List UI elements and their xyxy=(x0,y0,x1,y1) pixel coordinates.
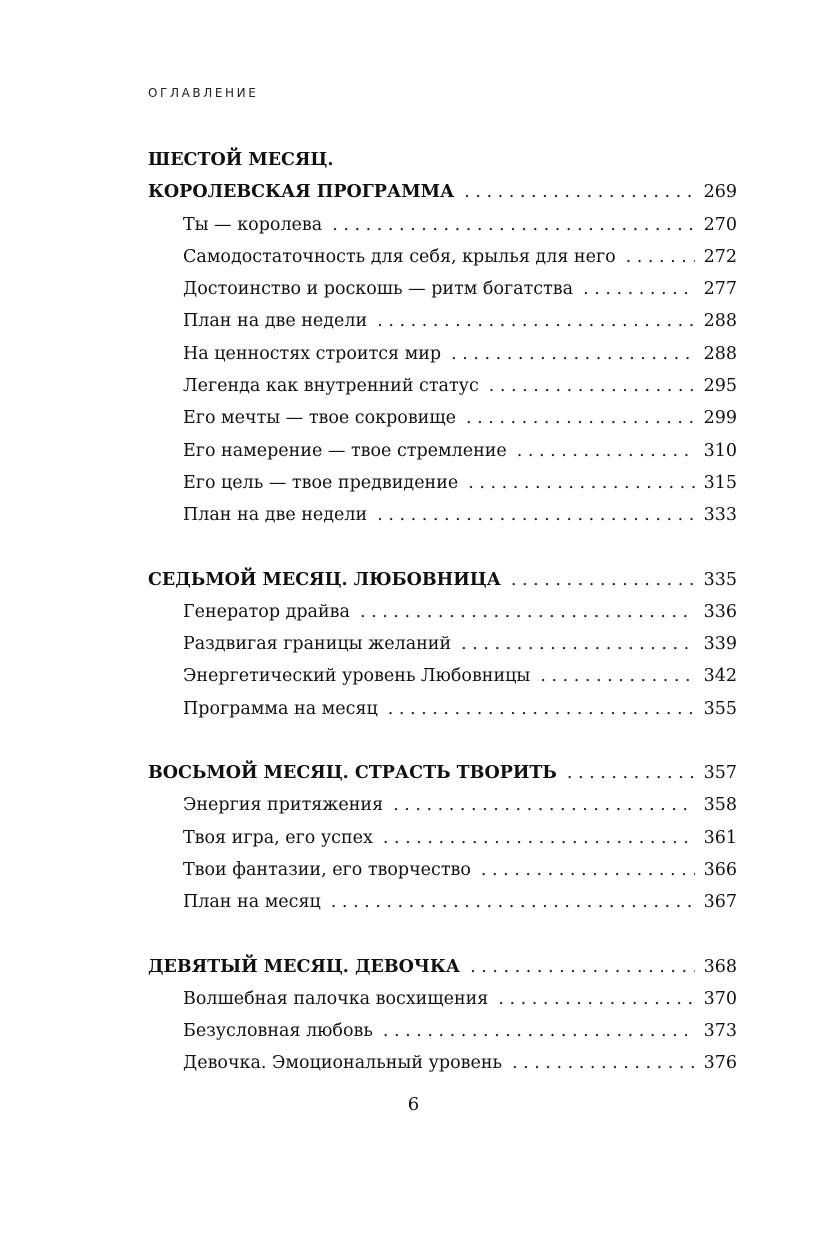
entry-title: Самодостаточность для себя, крылья для него xyxy=(183,246,616,267)
chapter-entry[interactable] xyxy=(148,757,737,789)
toc-entry[interactable] xyxy=(148,209,737,241)
entry-title: Его мечты — твое сокровище xyxy=(183,408,456,429)
page-number: 272 xyxy=(703,246,737,267)
chapter-title: КОРОЛЕВСКАЯ ПРОГРАММА xyxy=(148,182,455,203)
dot-leader xyxy=(511,564,695,596)
toc-entry[interactable] xyxy=(148,402,737,434)
dot-leader xyxy=(468,467,695,499)
toc-entry[interactable] xyxy=(148,467,737,499)
entry-title: Безусловная любовь xyxy=(183,1021,373,1042)
page-number: 335 xyxy=(703,569,737,590)
page-number: 358 xyxy=(703,795,737,816)
toc-entry[interactable] xyxy=(148,628,737,660)
dot-leader xyxy=(388,693,695,725)
page-number: 333 xyxy=(703,505,737,526)
toc-entry[interactable] xyxy=(148,241,737,273)
table-of-contents xyxy=(148,144,737,1112)
toc-entry[interactable] xyxy=(148,886,737,918)
toc-entry[interactable] xyxy=(148,305,737,337)
entry-title: Девочка. Эмоциональный уровень xyxy=(183,1053,503,1074)
page-number: 299 xyxy=(703,408,737,429)
dot-leader xyxy=(470,951,695,983)
toc-section xyxy=(148,757,737,918)
toc-entry[interactable] xyxy=(148,499,737,531)
dot-leader xyxy=(377,305,695,337)
dot-leader xyxy=(567,757,695,789)
page-number: 295 xyxy=(703,376,737,397)
toc-entry[interactable] xyxy=(148,693,737,725)
toc-entry[interactable] xyxy=(148,435,737,467)
dot-leader xyxy=(377,499,695,531)
dot-leader xyxy=(393,789,695,821)
dot-leader xyxy=(464,176,695,208)
page-number: 339 xyxy=(703,634,737,655)
chapter-title: ДЕВЯТЫЙ МЕСЯЦ. ДЕВОЧКА xyxy=(148,956,461,977)
toc-section xyxy=(148,564,737,725)
entry-title: Раздвигая границы желаний xyxy=(183,634,452,655)
entry-title: Энергия притяжения xyxy=(183,795,384,816)
entry-title: На ценностях строится мир xyxy=(183,343,442,364)
toc-entry[interactable] xyxy=(148,660,737,692)
dot-leader xyxy=(583,273,695,305)
toc-entry[interactable] xyxy=(148,370,737,402)
dot-leader xyxy=(489,370,695,402)
toc-entry[interactable] xyxy=(148,789,737,821)
page-number: 270 xyxy=(703,214,737,235)
entry-title: Его намерение — твое стремление xyxy=(183,440,507,461)
page-number: 355 xyxy=(703,698,737,719)
dot-leader xyxy=(331,886,695,918)
page-number: 342 xyxy=(703,666,737,687)
page-number: 277 xyxy=(703,279,737,300)
toc-entry[interactable] xyxy=(148,1015,737,1047)
page-number: 315 xyxy=(703,472,737,493)
chapter-entry[interactable] xyxy=(148,176,737,208)
chapter-title-line xyxy=(148,144,737,176)
chapter-entry[interactable] xyxy=(148,564,737,596)
page-number: 367 xyxy=(703,892,737,913)
dot-leader xyxy=(461,628,695,660)
dot-leader xyxy=(626,241,695,273)
page-folio: 6 xyxy=(407,1094,420,1115)
dot-leader xyxy=(332,209,695,241)
toc-entry[interactable] xyxy=(148,1047,737,1079)
toc-section xyxy=(148,144,737,532)
toc-entry[interactable] xyxy=(148,983,737,1015)
toc-entry[interactable] xyxy=(148,854,737,886)
entry-title: Программа на месяц xyxy=(183,698,378,719)
page-number: 310 xyxy=(703,440,737,461)
chapter-title-part: ШЕСТОЙ МЕСЯЦ. xyxy=(148,150,334,170)
entry-title: Достоинство и роскошь — ритм богатства xyxy=(183,279,574,300)
entry-title: Энергетический уровень Любовницы xyxy=(183,666,531,687)
page-number: 361 xyxy=(703,827,737,848)
page-number: 269 xyxy=(703,182,737,203)
dot-leader xyxy=(481,854,695,886)
page-number: 376 xyxy=(703,1053,737,1074)
dot-leader xyxy=(360,596,695,628)
dot-leader xyxy=(498,983,695,1015)
entry-title: Генератор драйва xyxy=(183,601,350,622)
entry-title: План на месяц xyxy=(183,892,321,913)
dot-leader xyxy=(451,338,695,370)
dot-leader xyxy=(540,660,695,692)
toc-entry[interactable] xyxy=(148,338,737,370)
running-head: ОГЛАВЛЕНИЕ xyxy=(148,86,259,100)
page-number: 373 xyxy=(703,1021,737,1042)
page-number: 336 xyxy=(703,601,737,622)
entry-title: Твоя игра, его успех xyxy=(183,827,373,848)
page-number: 368 xyxy=(703,956,737,977)
toc-section xyxy=(148,951,737,1080)
dot-leader xyxy=(383,822,695,854)
entry-title: Легенда как внутренний статус xyxy=(183,376,479,397)
entry-title: План на две недели xyxy=(183,311,368,332)
chapter-entry[interactable] xyxy=(148,951,737,983)
page-number: 370 xyxy=(703,988,737,1009)
dot-leader xyxy=(383,1015,695,1047)
dot-leader xyxy=(512,1047,695,1079)
toc-entry[interactable] xyxy=(148,273,737,305)
entry-title: Волшебная палочка восхищения xyxy=(183,988,489,1009)
entry-title: Ты — королева xyxy=(183,214,323,235)
toc-entry[interactable] xyxy=(148,596,737,628)
page-number: 288 xyxy=(703,343,737,364)
toc-entry[interactable] xyxy=(148,822,737,854)
entry-title: План на две недели xyxy=(183,505,368,526)
page-number: 366 xyxy=(703,859,737,880)
page-number: 357 xyxy=(703,763,737,784)
page-number: 288 xyxy=(703,311,737,332)
dot-leader xyxy=(466,402,695,434)
dot-leader xyxy=(517,435,695,467)
entry-title: Твои фантазии, его творчество xyxy=(183,859,471,880)
chapter-title: СЕДЬМОЙ МЕСЯЦ. ЛЮБОВНИЦА xyxy=(148,569,501,590)
chapter-title: ВОСЬМОЙ МЕСЯЦ. СТРАСТЬ ТВОРИТЬ xyxy=(148,763,557,784)
entry-title: Его цель — твое предвидение xyxy=(183,472,459,493)
